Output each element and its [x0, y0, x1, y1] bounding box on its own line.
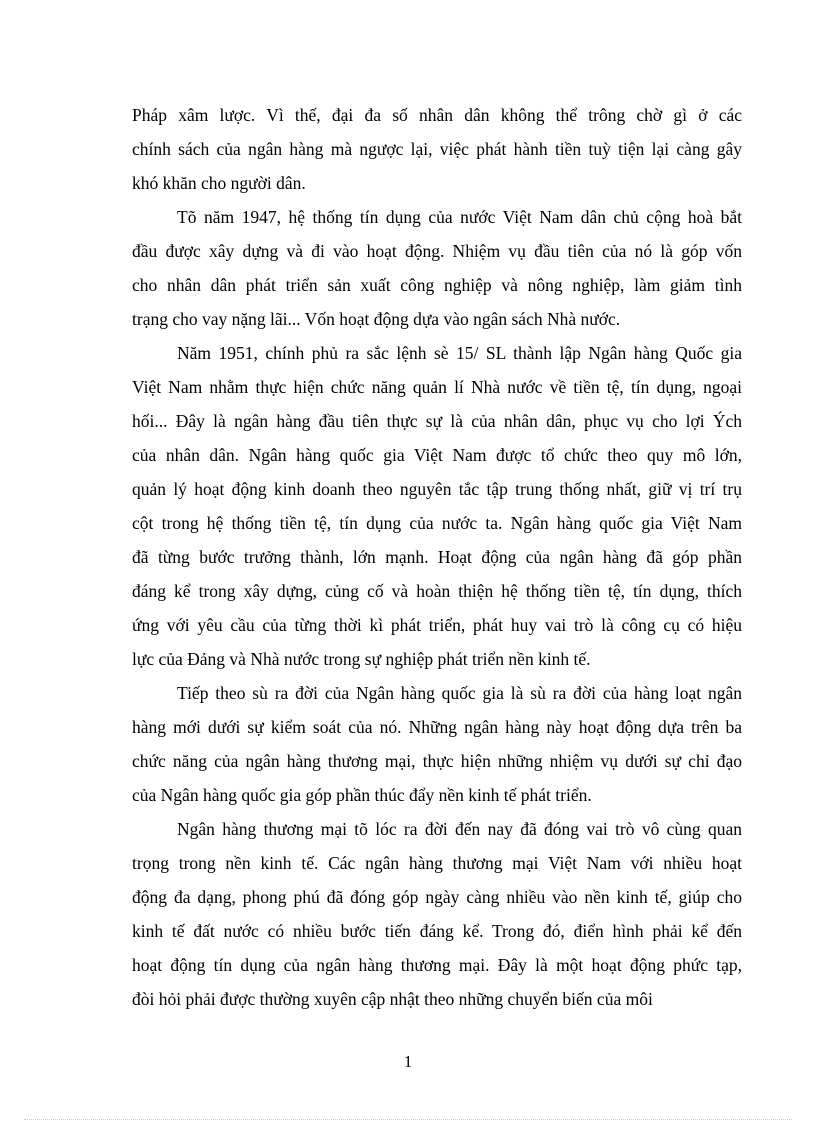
- text-line: Tõ năm 1947, hệ thống tín dụng của nước Việt Nam dân chủ cộng hoà bắt: [177, 207, 742, 227]
- text-line: đã từng bước trưởng thành, lớn mạnh. Hoạt động của ngân hàng đã góp phần: [132, 547, 742, 567]
- text-line: hối... Đây là ngân hàng đầu tiên thực sự là của nhân dân, phục vụ cho lợi Ých: [132, 411, 742, 431]
- text-line: kinh tế đất nước có nhiều bước tiến đáng kể. Trong đó, điển hình phải kể đến: [132, 921, 742, 941]
- paragraph: [132, 336, 742, 676]
- text-line: đáng kể trong xây dựng, củng cố và hoàn thiện hệ thống tiền tệ, tín dụng, thích: [132, 581, 742, 601]
- paragraph: [132, 812, 742, 1016]
- paragraph: [132, 200, 742, 336]
- text-line: đầu được xây dựng và đi vào hoạt động. Nhiệm vụ đầu tiên của nó là góp vốn: [132, 241, 742, 261]
- text-line: khó khăn cho người dân.: [132, 173, 306, 193]
- text-line: Năm 1951, chính phủ ra sắc lệnh sè 15/ SL thành lập Ngân hàng Quốc gia: [177, 343, 742, 363]
- text-line: chính sách của ngân hàng mà ngược lại, việc phát hành tiền tuỳ tiện lại càng gây: [132, 139, 742, 159]
- text-line: lực của Đảng và Nhà nước trong sự nghiệp phát triển nền kinh tế.: [132, 649, 591, 669]
- text-line: trọng trong nền kinh tế. Các ngân hàng thương mại Việt Nam với nhiều hoạt: [132, 853, 742, 873]
- text-line: cột trong hệ thống tiền tệ, tín dụng của nước ta. Ngân hàng quốc gia Việt Nam: [132, 513, 742, 533]
- text-line: Pháp xâm lược. Vì thế, đại đa số nhân dân không thể trông chờ gì ở các: [132, 105, 742, 125]
- page-number: 1: [403, 1052, 413, 1071]
- text-line: của Ngân hàng quốc gia góp phần thúc đẩy nền kinh tế phát triển.: [132, 785, 592, 805]
- text-line: chức năng của ngân hàng thương mại, thực hiện những nhiệm vụ dưới sự chỉ đạo: [132, 751, 742, 771]
- document-body: [132, 98, 742, 1016]
- text-line: của nhân dân. Ngân hàng quốc gia Việt Nam được tổ chức theo quy mô lớn,: [132, 445, 742, 465]
- text-line: hoạt động tín dụng của ngân hàng thương mại. Đây là một hoạt động phức tạp,: [132, 955, 742, 975]
- paragraph: [132, 676, 742, 812]
- paragraph: [132, 98, 742, 200]
- text-line: động đa dạng, phong phú đã đóng góp ngày càng nhiều vào nền kinh tế, giúp cho: [132, 887, 742, 907]
- text-line: Ngân hàng thương mại tõ lóc ra đời đến nay đã đóng vai trò vô cùng quan: [177, 819, 742, 839]
- text-line: quản lý hoạt động kinh doanh theo nguyên tắc tập trung thống nhất, giữ vị trí trụ: [132, 479, 742, 499]
- text-line: Việt Nam nhằm thực hiện chức năng quản lí Nhà nước về tiền tệ, tín dụng, ngoại: [132, 377, 742, 397]
- text-line: Tiếp theo sù ra đời của Ngân hàng quốc gia là sù ra đời của hàng loạt ngân: [177, 683, 742, 703]
- text-line: đòi hỏi phải được thường xuyên cập nhật theo những chuyển biến của môi: [132, 989, 653, 1009]
- text-line: ứng với yêu cầu của từng thời kì phát triển, phát huy vai trò là công cụ có hiệu: [132, 615, 742, 635]
- text-line: hàng mới dưới sự kiểm soát của nó. Những ngân hàng này hoạt động dựa trên ba: [132, 717, 742, 737]
- page-bottom-divider: [24, 1119, 792, 1120]
- text-line: trạng cho vay nặng lãi... Vốn hoạt động dựa vào ngân sách Nhà nước.: [132, 309, 621, 329]
- text-line: cho nhân dân phát triển sản xuất công nghiệp và nông nghiệp, làm giảm tình: [132, 275, 742, 295]
